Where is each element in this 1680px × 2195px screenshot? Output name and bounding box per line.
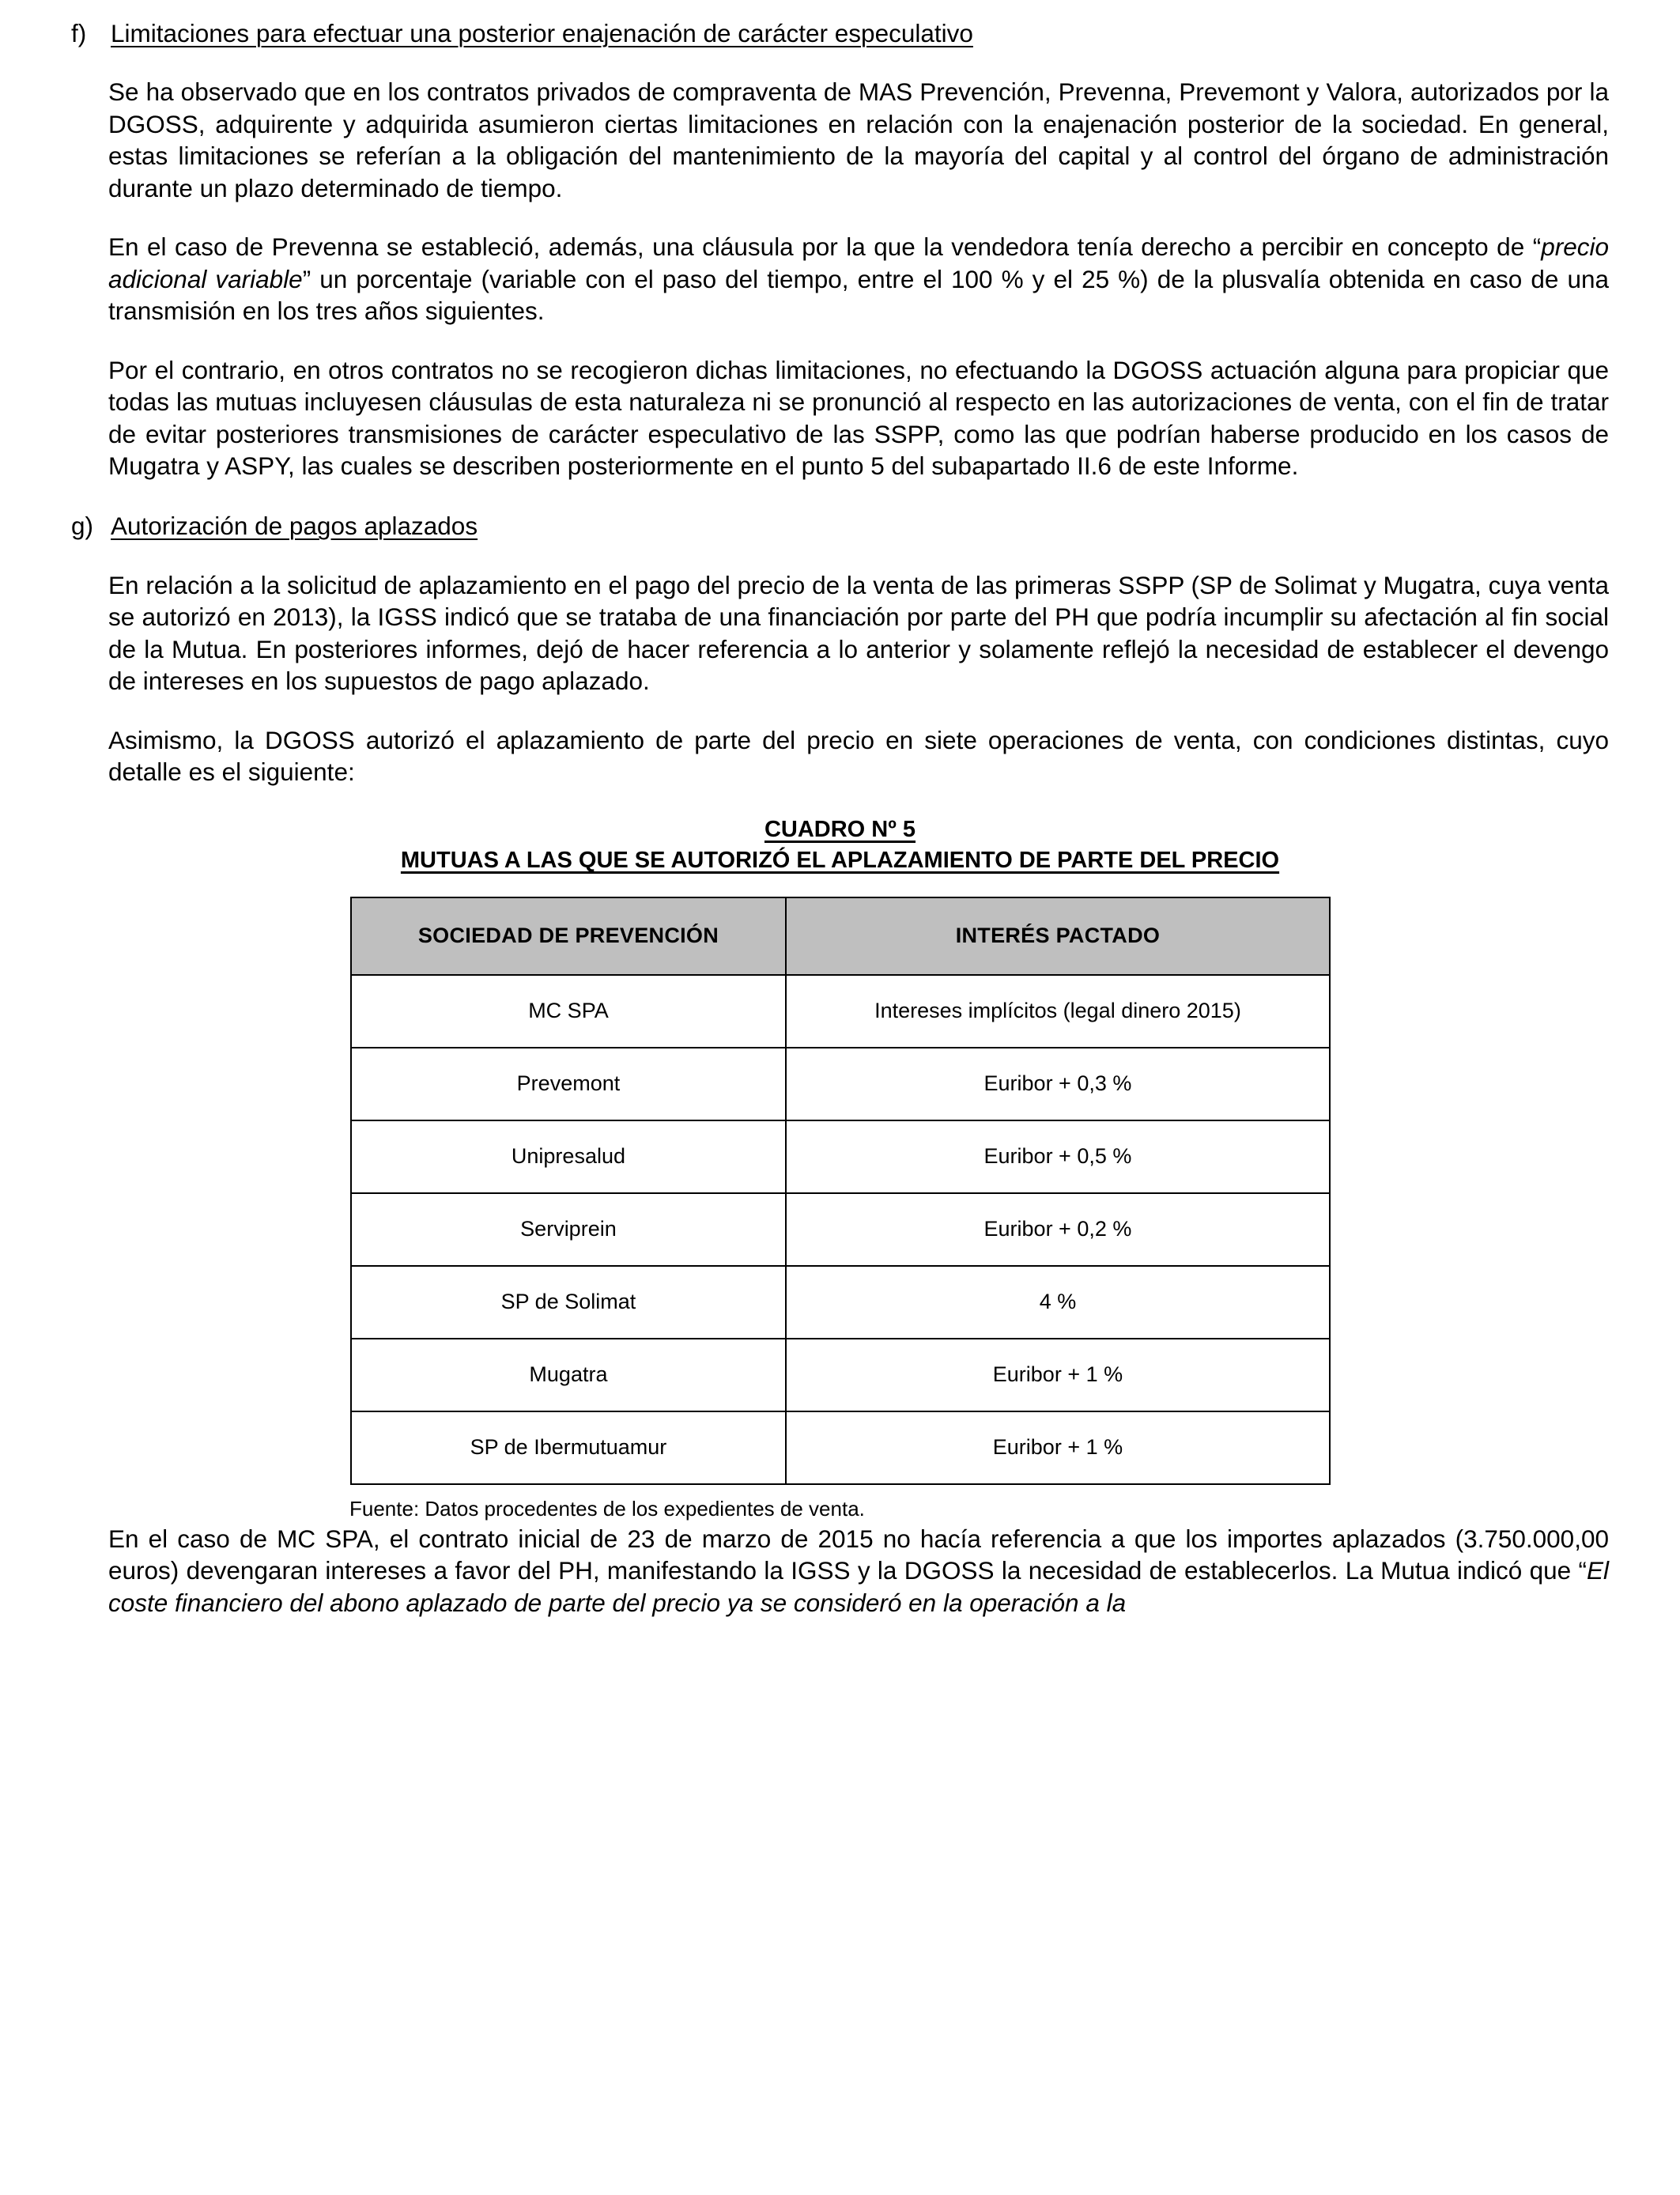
table-container bbox=[71, 897, 1609, 1485]
section-title-f: Limitaciones para efectuar una posterior enajenación de carácter especulativo bbox=[111, 19, 973, 47]
column-header-sociedad: SOCIEDAD DE PREVENCIÓN bbox=[351, 897, 787, 975]
table-source-note: Fuente: Datos procedentes de los expedientes de venta. bbox=[349, 1496, 865, 1521]
table-header-row bbox=[351, 897, 1330, 975]
paragraph-g-1: En relación a la solicitud de aplazamiento en el pago del precio de la venta de las primeras SSPP (SP de Solimat y Mugatra, cuya venta se autorizó en 2013), la IGSS indicó que se trataba de una financiación por parte del PH que podría incumplir su afectación al fin social de la Mutua. En posteriores informes, dejó de hacer referencia a lo anterior y solamente reflejó la necesidad de establecer el devengo de intereses en los supuestos de pago aplazado. bbox=[108, 570, 1609, 696]
paragraph-f-2: Por el contrario, en otros contratos no se recogieron dichas limitaciones, no efectuando la DGOSS actuación alguna para propiciar que todas las mutuas incluyesen cláusulas de esta naturaleza ni se pronunció al respecto en las autorizaciones de venta, con el fin de tratar de evitar posteriores transmisiones de carácter especulativo de las SSPP, como las que podrían haberse producido en los casos de Mugatra y ASPY, las cuales se describen posteriormente en el punto 5 del subapartado II.6 de este Informe. bbox=[108, 355, 1609, 480]
cell-interes: 4 % bbox=[786, 1266, 1329, 1339]
cell-sociedad: SP de Solimat bbox=[351, 1266, 787, 1339]
table-title bbox=[71, 815, 1609, 876]
table-title-line1: CUADRO Nº 5 bbox=[764, 816, 916, 842]
section-marker-g: g) bbox=[71, 512, 94, 541]
closing-italic-quote: El coste financiero del abono aplazado de parte del precio ya se consideró en la operación a la bbox=[108, 1556, 1609, 1617]
table-row bbox=[351, 1266, 1330, 1339]
cell-interes: Euribor + 0,3 % bbox=[786, 1048, 1329, 1120]
cell-interes: Euribor + 0,5 % bbox=[786, 1120, 1329, 1193]
column-header-interes: INTERÉS PACTADO bbox=[786, 897, 1329, 975]
cell-sociedad: Serviprein bbox=[351, 1193, 787, 1266]
paragraph-f-prevenna bbox=[71, 231, 1609, 327]
cell-interes: Euribor + 0,2 % bbox=[786, 1193, 1329, 1266]
cell-sociedad: Unipresalud bbox=[351, 1120, 787, 1193]
prevenna-italic-term: precio adicional variable bbox=[108, 232, 1609, 293]
closing-text-part1: En el caso de MC SPA, el contrato inicial de 23 de marzo de 2015 no hacía referencia a que los importes aplazados (3.750.000,00 euros) devengaran intereses a favor del PH, manifestando la IGSS y la DGOSS la necesidad de establecerlos. La Mutua indicó que “ bbox=[108, 1524, 1609, 1585]
prevenna-text-part2: ” un porcentaje (variable con el paso del tiempo, entre el 100 % y el 25 %) de la plusvalía obtenida en caso de una transmisión en los tres años siguientes. bbox=[108, 264, 1610, 326]
section-title-g: Autorización de pagos aplazados bbox=[111, 512, 478, 541]
aplazamiento-table bbox=[350, 897, 1331, 1485]
table-row bbox=[351, 1193, 1330, 1266]
paragraph-g-2: Asimismo, la DGOSS autorizó el aplazamiento de parte del precio en siete operaciones de venta, con condiciones distintas, cuyo detalle es el siguiente: bbox=[108, 725, 1609, 787]
table-title-line2: MUTUAS A LAS QUE SE AUTORIZÓ EL APLAZAMIENTO DE PARTE DEL PRECIO bbox=[400, 848, 1280, 874]
section-marker-f: f) bbox=[71, 19, 87, 47]
cell-interes: Euribor + 1 % bbox=[786, 1339, 1329, 1411]
cell-interes: Euribor + 1 % bbox=[786, 1411, 1329, 1484]
cell-sociedad: Prevemont bbox=[351, 1048, 787, 1120]
prevenna-text-part1: En el caso de Prevenna se estableció, además, una cláusula por la que la vendedora tenía derecho a percibir en concepto de “ bbox=[108, 232, 1542, 262]
cell-sociedad: SP de Ibermutuamur bbox=[351, 1411, 787, 1484]
paragraph-closing bbox=[71, 1523, 1609, 1619]
cell-sociedad: MC SPA bbox=[351, 975, 787, 1048]
table-row bbox=[351, 1120, 1330, 1193]
table-row bbox=[351, 975, 1330, 1048]
table-row bbox=[351, 1411, 1330, 1484]
paragraph-f-1: Se ha observado que en los contratos privados de compraventa de MAS Prevención, Prevenna, Prevemont y Valora, autorizados por la DGOSS, adquirente y adquirida asumieron ciertas limitaciones en relación con la enajenación posterior de la sociedad. En general, estas limitaciones se referían a la obligación del mantenimiento de la mayoría del capital y al control del órgano de administración durante un plazo determinado de tiempo. bbox=[108, 77, 1609, 202]
table-row bbox=[351, 1339, 1330, 1411]
section-heading-g bbox=[71, 510, 1609, 542]
cell-sociedad: Mugatra bbox=[351, 1339, 787, 1411]
cell-interes: Intereses implícitos (legal dinero 2015) bbox=[786, 975, 1329, 1048]
table-row bbox=[351, 1048, 1330, 1120]
section-heading-f bbox=[71, 17, 1609, 49]
